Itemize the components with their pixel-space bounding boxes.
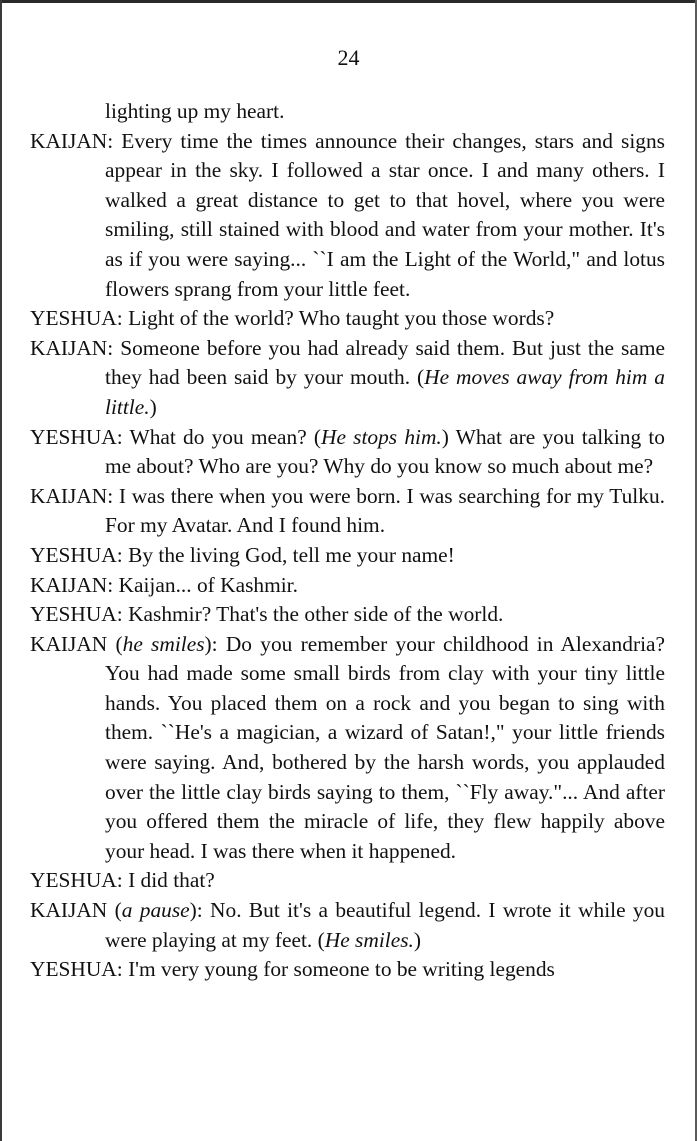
stage-direction: he smiles bbox=[122, 631, 205, 656]
dialogue-text: I was there when you were born. I was searching for my Tulku. For my Avatar. And I found him. bbox=[105, 483, 665, 538]
page-top-edge bbox=[0, 0, 697, 3]
dialogue-text: I'm very young for someone to be writing legends bbox=[128, 957, 555, 982]
stage-direction: He moves away from him a little. bbox=[105, 365, 665, 419]
dialogue-text: I did that? bbox=[128, 868, 215, 893]
dialogue-text: What do you mean? ( bbox=[129, 424, 322, 449]
dialogue-line bbox=[30, 541, 665, 571]
dialogue-text: ( bbox=[114, 898, 122, 923]
speaker-name: KAIJAN: bbox=[30, 572, 114, 597]
speaker-name: KAIJAN bbox=[30, 898, 108, 923]
dialogue-text: Light of the world? Who taught you those words? bbox=[128, 306, 555, 331]
stage-direction: a pause bbox=[121, 898, 190, 923]
dialogue-line bbox=[30, 127, 665, 305]
page-left-edge bbox=[0, 0, 2, 1141]
stage-direction: He stops him. bbox=[321, 424, 442, 449]
speaker-name: YESHUA: bbox=[30, 424, 123, 449]
dialogue-text: ) bbox=[149, 394, 157, 419]
dialogue-line bbox=[30, 600, 665, 630]
speaker-name: KAIJAN: bbox=[30, 483, 114, 508]
dialogue-text: Every time the times announce their changes, stars and signs appear in the sky. I followed a star once. I and many others. I walked a great distance to get to that hovel, where you were smiling, still stained with blood and water from your mother. It's as if you were saying... ``I am the Light of the World," and lotus flowers sprang from your little feet. bbox=[105, 128, 665, 301]
dialogue-text: ( bbox=[115, 631, 123, 656]
dialogue-text: Someone before you had already said them. But just the same they had been said by your mouth. ( bbox=[105, 335, 666, 390]
dialogue-line bbox=[30, 896, 665, 955]
speaker-name: YESHUA: bbox=[30, 602, 123, 627]
dialogue-line bbox=[30, 866, 665, 896]
dialogue-line bbox=[30, 304, 665, 334]
dialogue-text: Kaijan... of Kashmir. bbox=[118, 572, 298, 597]
speaker-name: KAIJAN bbox=[30, 631, 108, 656]
dialogue-text: By the living God, tell me your name! bbox=[128, 542, 455, 567]
speaker-name: YESHUA: bbox=[30, 306, 123, 331]
dialogue-continuation: lighting up my heart. bbox=[105, 99, 285, 123]
dialogue-line bbox=[30, 955, 665, 985]
page-number: 24 bbox=[337, 45, 360, 70]
dialogue-text: ) bbox=[413, 927, 422, 952]
dialogue-line bbox=[30, 630, 665, 867]
dialogue-text: ): No. But it's a beautiful legend. I wrote it while you were playing at my feet. ( bbox=[105, 898, 666, 952]
dialogue-text: Kashmir? That's the other side of the world. bbox=[128, 602, 504, 627]
dialogue-line bbox=[30, 423, 665, 482]
dialogue-text: ): Do you remember your childhood in Alexandria? You had made some small birds from clay with your tiny little hands. You placed them on a rock and you began to sing with them. ``He's a magician, a wizard of Satan!," your little friends were saying. And, bothered by the harsh words, you applauded over the little clay birds saying to them, ``Fly away."... And after you offered them the miracle of life, they flew happily above your head. I was there when it happened. bbox=[105, 631, 665, 863]
script-text bbox=[30, 97, 665, 985]
speaker-name: YESHUA: bbox=[30, 542, 123, 567]
speaker-name: YESHUA: bbox=[30, 957, 123, 982]
stage-direction: He smiles. bbox=[324, 927, 414, 952]
dialogue-text: ) What are you talking to me about? Who are you? Why do you know so much about me? bbox=[105, 424, 665, 479]
dialogue-line bbox=[30, 571, 665, 601]
speaker-name: KAIJAN: bbox=[30, 128, 114, 153]
speaker-name: KAIJAN: bbox=[30, 335, 114, 360]
dialogue-line bbox=[30, 482, 665, 541]
speaker-name: YESHUA: bbox=[30, 868, 123, 893]
dialogue-line bbox=[30, 334, 665, 423]
